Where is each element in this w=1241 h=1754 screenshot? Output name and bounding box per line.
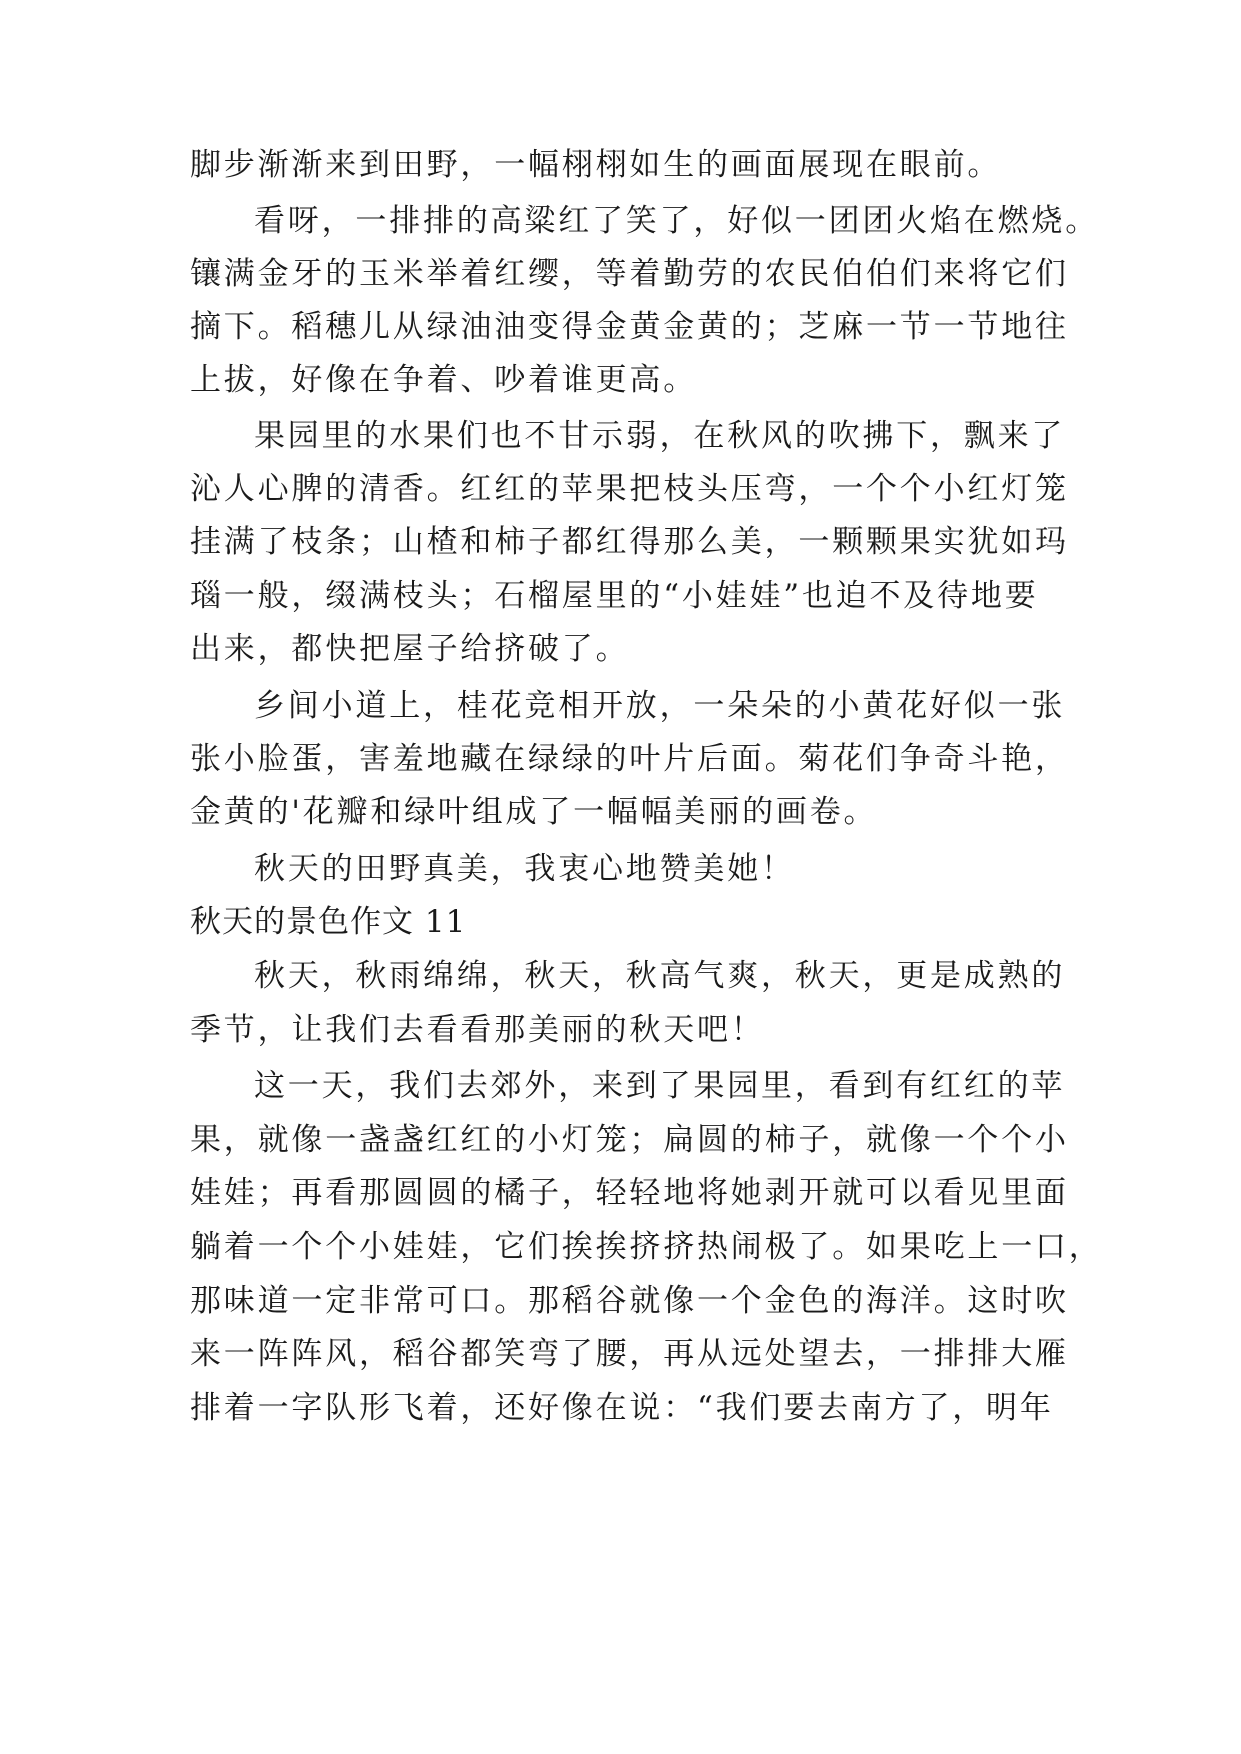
paragraph-line: 沁人心脾的清香。红红的苹果把枝头压弯，一个个小红灯笼 — [190, 471, 1069, 507]
paragraph-line: 金黄的'花瓣和绿叶组成了一幅幅美丽的画卷。 — [190, 794, 878, 830]
paragraph-line: 排着一字队形飞着，还好像在说：“我们要去南方了，明年 — [190, 1390, 1054, 1426]
paragraph-first-line: 看呀，一排排的高粱红了笑了，好似一团团火焰在燃烧。 — [254, 203, 1099, 239]
section-title: 秋天的景色作文 11 — [190, 904, 467, 940]
paragraph-line: 镶满金牙的玉米举着红缨，等着勤劳的农民伯伯们来将它们 — [190, 256, 1069, 292]
paragraph-continuation-line: 脚步渐渐来到田野，一幅栩栩如生的画面展现在眼前。 — [190, 147, 1002, 183]
paragraph-line: 躺着一个个小娃娃，它们挨挨挤挤热闹极了。如果吃上一口， — [190, 1229, 1103, 1265]
paragraph-line: 出来，都快把屋子给挤破了。 — [190, 631, 630, 667]
paragraph-line: 张小脸蛋，害羞地藏在绿绿的叶片后面。菊花们争奇斗艳， — [190, 741, 1069, 777]
paragraph-line: 瑙一般，缀满枝头；石榴屋里的“小娃娃”也迫不及待地要 — [190, 578, 1039, 614]
paragraph-first-line: 秋天，秋雨绵绵，秋天，秋高气爽，秋天，更是成熟的 — [254, 958, 1066, 994]
paragraph-line: 摘下。稻穗儿从绿油油变得金黄金黄的；芝麻一节一节地往 — [190, 309, 1069, 345]
paragraph-line: 挂满了枝条；山楂和柿子都红得那么美，一颗颗果实犹如玛 — [190, 524, 1069, 560]
paragraph-line: 那味道一定非常可口。那稻谷就像一个金色的海洋。这时吹 — [190, 1283, 1069, 1319]
paragraph-line: 来一阵阵风，稻谷都笑弯了腰，再从远处望去，一排排大雁 — [190, 1336, 1069, 1372]
paragraph-first-line: 秋天的田野真美，我衷心地赞美她！ — [254, 851, 795, 887]
paragraph-line: 上拔，好像在争着、吵着谁更高。 — [190, 362, 697, 398]
paragraph-first-line: 果园里的水果们也不甘示弱，在秋风的吹拂下，飘来了 — [254, 418, 1066, 454]
paragraph-line: 果，就像一盏盏红红的小灯笼；扁圆的柿子，就像一个个小 — [190, 1122, 1069, 1158]
paragraph-line: 季节，让我们去看看那美丽的秋天吧！ — [190, 1012, 765, 1048]
paragraph-first-line: 乡间小道上，桂花竞相开放，一朵朵的小黄花好似一张 — [254, 688, 1066, 724]
paragraph-first-line: 这一天，我们去郊外，来到了果园里，看到有红红的苹 — [254, 1068, 1066, 1104]
paragraph-line: 娃娃；再看那圆圆的橘子，轻轻地将她剥开就可以看见里面 — [190, 1175, 1069, 1211]
